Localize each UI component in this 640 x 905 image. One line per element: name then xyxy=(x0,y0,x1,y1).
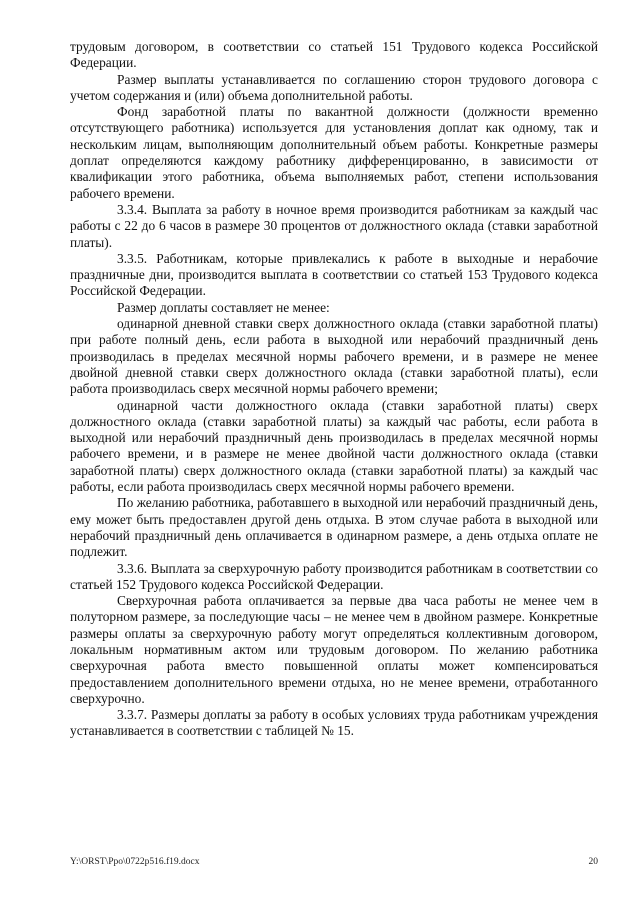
document-body xyxy=(70,39,598,740)
paragraph-overtime-rates: Сверхурочная работа оплачивается за первые два часа работы не менее чем в полуторном размере, за последующие часы – не менее чем в двойном размере. Конкретные размеры оплаты за сверхурочную работу могут определяться коллективным договором, локальным нормативным актом или трудовым договором. По желанию работника сверхурочная работа вместо повышенной оплаты может компенсироваться предоставлением дополнительного времени отдыха, но не менее времени, отработанного сверхурочно. xyxy=(70,593,598,706)
paragraph-continuation: трудовым договором, в соответствии со статьей 151 Трудового кодекса Российской Федерации. xyxy=(70,39,598,71)
footer-file-path: Y:\ORST\Ppo\0722p516.f19.docx xyxy=(70,857,200,867)
page-number: 20 xyxy=(588,857,598,867)
paragraph-day-off-option: По желанию работника, работавшего в выходной или нерабочий праздничный день, ему может быть предоставлен другой день отдыха. В этом случае работа в выходной или нерабочий праздничный день оплачивается в одинарном размере, а день отдыха оплате не подлежит. xyxy=(70,495,598,560)
paragraph-3-3-6-overtime: 3.3.6. Выплата за сверхурочную работу производится работникам в соответствии со статьей 152 Трудового кодекса Российской Федерации. xyxy=(70,560,598,592)
paragraph-min-surcharge: Размер доплаты составляет не менее: xyxy=(117,299,330,315)
paragraph-vacancy-fund: Фонд заработной платы по вакантной должности (должности временно отсутствующего работника) используется для установления доплат как одному, так и нескольким лицам, выполняющим дополнительный объем работы. Конкретные размеры доплат определяются каждому работнику дифференцированно, в зависимости от квалификации этого работника, объема выполняемых работ, степени использования рабочего времени. xyxy=(70,104,598,201)
paragraph-3-3-4-night-work: 3.3.4. Выплата за работу в ночное время производится работникам за каждый час работы с 22 до 6 часов в размере 30 процентов от должностного оклада (ставки заработной платы). xyxy=(70,201,598,250)
paragraph-hourly-rate: одинарной части должностного оклада (ставки заработной платы) сверх должностного оклада (ставки заработной платы) за каждый час работы, если работа в выходной или нерабочий праздничный день производилась в пределах месячной нормы рабочего времени, и в размере не менее двойной части должностного оклада (ставки заработной платы) сверх должностного оклада (ставки заработной платы) за каждый час работы, если работа производилась сверх месячной нормы рабочего времени. xyxy=(70,397,598,495)
paragraph-payment-amount: Размер выплаты устанавливается по соглашению сторон трудового договора с учетом содержания и (или) объема дополнительной работы. xyxy=(70,71,598,103)
paragraph-3-3-5-weekend-work: 3.3.5. Работникам, которые привлекались к работе в выходные и нерабочие праздничные дни, производится выплата в соответствии со статьей 153 Трудового кодекса Российской Федерации. xyxy=(70,250,598,299)
paragraph-daily-rate: одинарной дневной ставки сверх должностного оклада (ставки заработной платы) при работе полный день, если работа в выходной или нерабочий праздничный день производилась в пределах месячной нормы рабочего времени, и в размере не менее двойной дневной ставки сверх должностного оклада (ставки заработной платы), если работа производилась сверх месячной нормы рабочего времени; xyxy=(70,316,598,397)
paragraph-3-3-7-special-conditions: 3.3.7. Размеры доплаты за работу в особых условиях труда работникам учреждения устанавливается в соответствии с таблицей № 15. xyxy=(70,707,598,739)
